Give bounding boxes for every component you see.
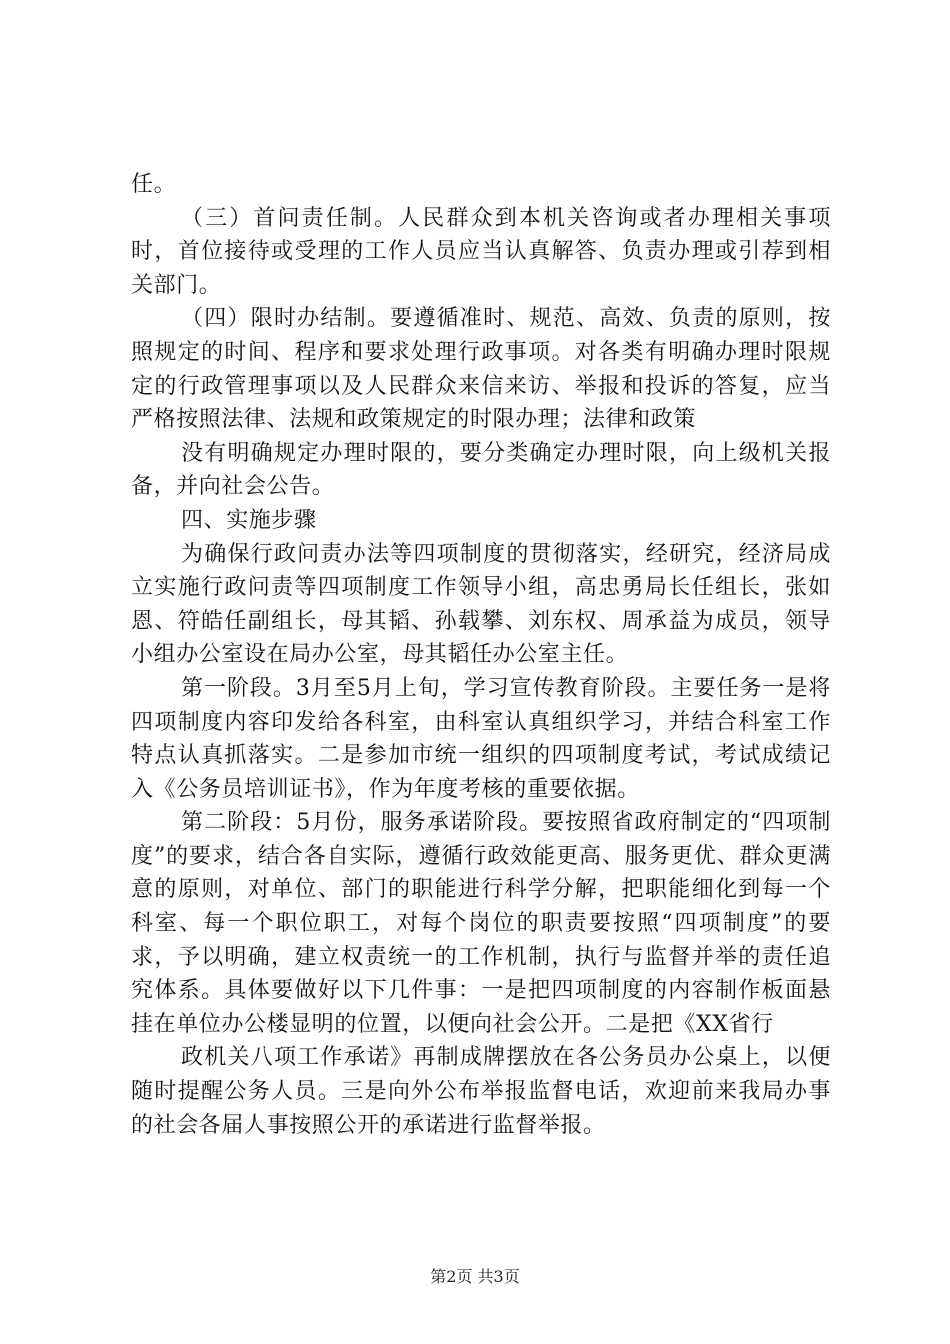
paragraph-9: 政机关八项工作承诺》再制成牌摆放在各公务员办公桌上，以便随时提醒公务人员。三是向外公布举报监督电话，欢迎前来我局办事的社会各届人事按照公开的承诺进行监督举报。 <box>131 1045 831 1138</box>
paragraph-8: 第二阶段：5月份，服务承诺阶段。要按照省政府制定的“四项制度”的要求，结合各自实际，遵循行政效能更高、服务更优、群众更满意的原则，对单位、部门的职能进行科学分解，把职能细化到每一个科室、每一个职位职工，对每个岗位的职责要按照“四项制度”的要求，予以明确，建立权责统一的工作机制，执行与监督并举的责任追究体系。具体要做好以下几件事：一是把四项制度的内容制作板面悬挂在单位办公楼显明的位置，以便向社会公开。二是把《XX省行 <box>131 810 831 1037</box>
paragraph-1: 任。 <box>131 172 177 197</box>
section-heading-implementation-steps: 四、实施步骤 <box>181 507 317 533</box>
paragraph-6: 为确保行政问责办法等四项制度的贯彻落实，经研究，经济局成立实施行政问责等四项制度工作领导小组，高忠勇局长任组长，张如恩、符皓任副组长，母其韬、孙载攀、刘东权、周承益为成员，领导小组办公室设在局办公室，母其韬任办公室主任。 <box>131 541 831 668</box>
page-footer <box>0 1267 950 1287</box>
document-body <box>131 168 831 1142</box>
page-number-label: 第2页 共3页 <box>430 1267 520 1286</box>
paragraph-4: 没有明确规定办理时限的，要分类确定办理时限，向上级机关报备，并向社会公告。 <box>131 440 831 500</box>
paragraph-2: （三）首问责任制。人民群众到本机关咨询或者办理相关事项时，首位接待或受理的工作人员应当认真解答、负责办理或引荐到相关部门。 <box>131 205 831 298</box>
paragraph-3: （四）限时办结制。要遵循准时、规范、高效、负责的原则，按照规定的时间、程序和要求处理行政事项。对各类有明确办理时限规定的行政管理事项以及人民群众来信来访、举报和投诉的答复，应当严格按照法律、法规和政策规定的时限办理；法律和政策 <box>131 306 831 433</box>
paragraph-7: 第一阶段。3月至5月上旬，学习宣传教育阶段。主要任务一是将四项制度内容印发给各科室，由科室认真组织学习，并结合科室工作特点认真抓落实。二是参加市统一组织的四项制度考试，考试成绩记入《公务员培训证书》，作为年度考核的重要依据。 <box>131 675 831 802</box>
